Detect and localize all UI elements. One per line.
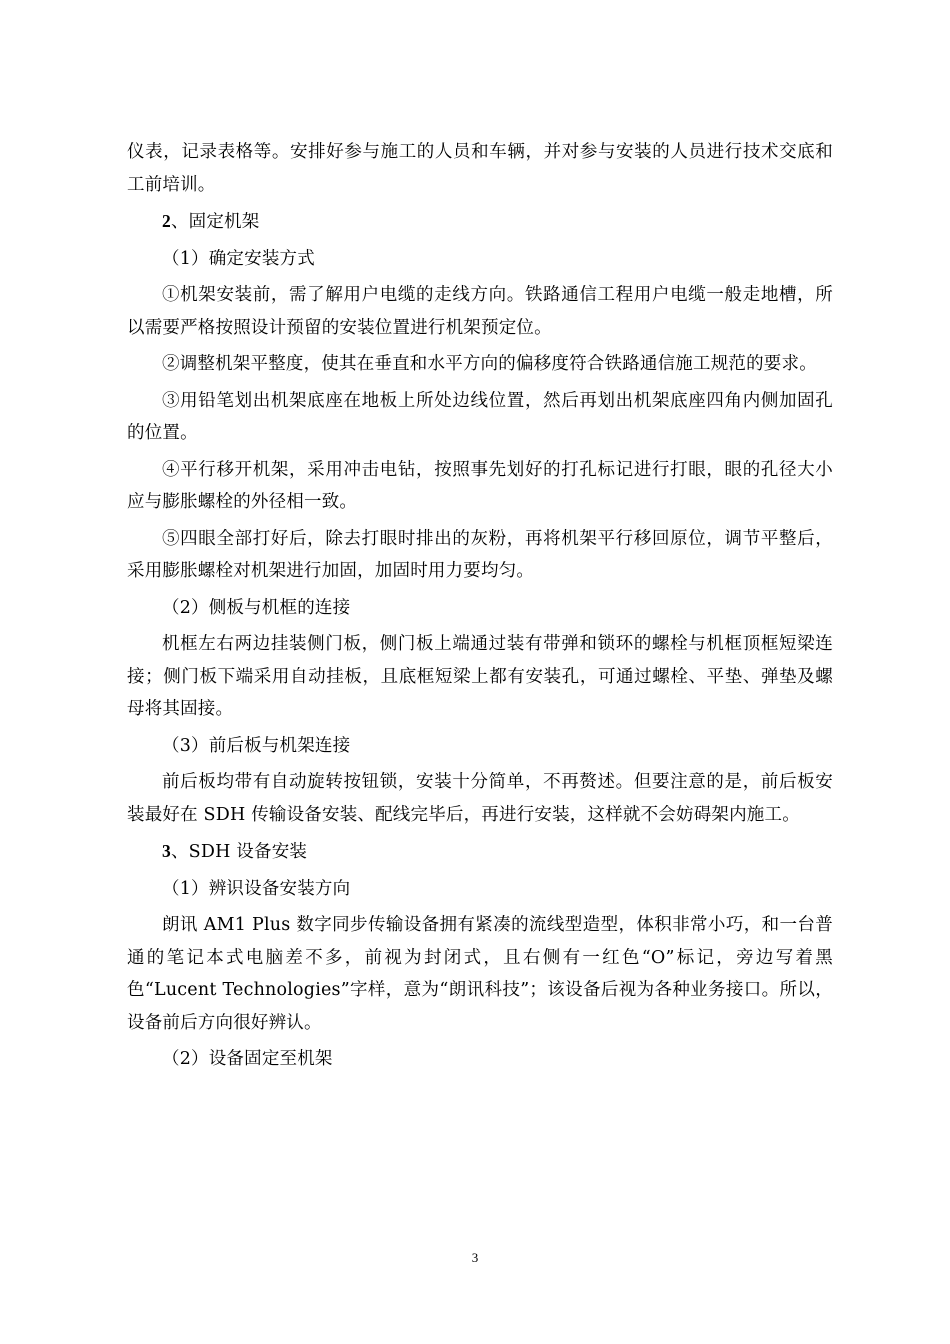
- subsection-heading-install-method: （1）确定安装方式: [162, 248, 315, 269]
- paragraph-front-back-panel: 前后板均带有自动旋转按钮锁，安装十分简单，不再赘述。但要注意的是，前后板安装最好在 SDH 传输设备安装、配线完毕后，再进行安装，这样就不会妨碍架内施工。: [127, 772, 833, 825]
- paragraph-step-4: ④平行移开机架，采用冲击电钻，按照事先划好的打孔标记进行打眼，眼的孔径大小应与膨胀螺栓的外径相一致。: [127, 459, 833, 512]
- subsection-heading-identify-direction: （1）辨识设备安装方向: [162, 878, 351, 899]
- section-number: 3: [162, 841, 171, 861]
- subsection-heading-fix-device: （2）设备固定至机架: [162, 1049, 333, 1069]
- paragraph-step-1: ①机架安装前，需了解用户电缆的走线方向。铁路通信工程用户电缆一般走地槽，所以需要严格按照设计预留的安装位置进行机架预定位。: [127, 285, 833, 338]
- section-heading-fix-rack: [127, 205, 833, 239]
- subsection-heading-front-back-panel: （3）前后板与机架连接: [162, 735, 351, 756]
- paragraph-step-5: ⑤四眼全部打好后，除去打眼时排出的灰粉，再将机架平行移回原位，调节平整后，采用膨胀螺栓对机架进行加固，加固时用力要均匀。: [127, 528, 833, 581]
- document-body: [127, 136, 833, 1080]
- section-heading-sdh-install: [127, 835, 833, 869]
- paragraph-step-2: ②调整机架平整度，使其在垂直和水平方向的偏移度符合铁路通信施工规范的要求。: [162, 354, 817, 374]
- page-number: 3: [471, 1250, 479, 1265]
- paragraph-identify-direction: 朗讯 AM1 Plus 数字同步传输设备拥有紧凑的流线型造型，体积非常小巧，和一台普通的笔记本式电脑差不多，前视为封闭式，且右侧有一红色“O”标记，旁边写着黑色“Lucent Technologies”字样，意为“朗讯科技”；该设备后视为各种业务接口。所以，设备前后方向很好辨认。: [127, 915, 833, 1033]
- paragraph-preparation: 仪表，记录表格等。安排好参与施工的人员和车辆，并对参与安装的人员进行技术交底和工前培训。: [127, 142, 833, 195]
- section-title: 、固定机架: [170, 212, 260, 232]
- section-number: 2: [162, 211, 171, 231]
- paragraph-side-panel: 机框左右两边挂装侧门板，侧门板上端通过装有带弹和锁环的螺栓与机框顶框短梁连接；侧门板下端采用自动挂板，且底框短梁上都有安装孔，可通过螺栓、平垫、弹垫及螺母将其固接。: [127, 634, 833, 719]
- paragraph-step-3: ③用铅笔划出机架底座在地板上所处边线位置，然后再划出机架底座四角内侧加固孔的位置。: [127, 390, 833, 443]
- section-title: 、SDH 设备安装: [170, 842, 308, 862]
- subsection-heading-side-panel: （2）侧板与机框的连接: [162, 597, 351, 618]
